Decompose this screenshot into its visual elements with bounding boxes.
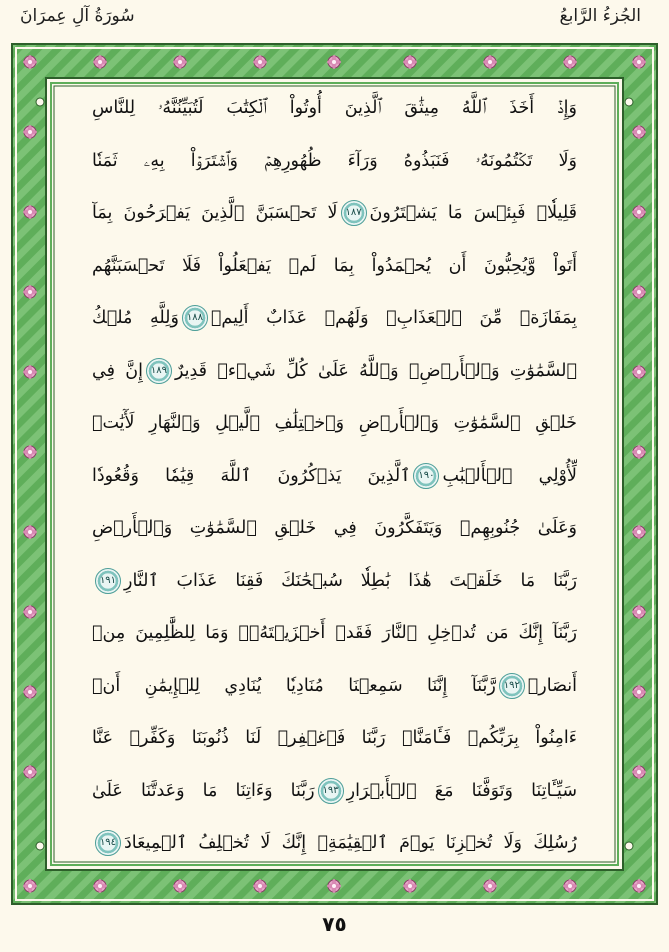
verse-text: رَبَّنَا وَءَاتِنَا مَا وَعَدتَّنَا عَلَىٰ: [92, 780, 315, 801]
verse-text: ءَامِنُواْ بِرَبِّكُمۡ فَـَٔامَنَّاۚ رَبَّنَا فَٱغۡفِرۡ لَنَا ذُنُوبَنَا وَكَفِّرۡ عَنَّا: [92, 728, 577, 748]
juz-title: الجُزءُ الرَّابعُ: [559, 6, 641, 26]
page-header: [0, 0, 669, 38]
verse-text: وَلَا تَكۡتُمُونَهُۥ فَنَبَذُوهُ وَرَآءَ ظُهُورِهِمۡ وَٱشۡتَرَوۡاْ بِهِۦ ثَمَنٗا: [92, 150, 577, 171]
verse-line: [92, 141, 577, 181]
verse-text: رُسُلِكَ وَلَا تُخۡزِنَا يَوۡمَ ٱلۡقِيَٰمَةِۗ إِنَّكَ لَا تُخۡلِفُ ٱلۡمِيعَادَ: [124, 833, 577, 853]
ayah-number-marker: ١٨٩: [146, 358, 172, 384]
verse-line: [92, 613, 577, 653]
verse-text: وَلِلَّهِ مُلۡكُ: [92, 308, 179, 328]
verse-line: [92, 508, 577, 548]
verse-line: [92, 246, 577, 286]
verse-line: [92, 561, 577, 601]
verse-line: [92, 823, 577, 863]
quran-text: [92, 88, 577, 888]
verse-text: رَبَّنَآ إِنَّكَ مَن تُدۡخِلِ ٱلنَّارَ فَقَدۡ أَخۡزَيۡتَهُۥۖ وَمَا لِلظَّٰلِمِينَ مِنۡ: [92, 623, 577, 643]
verse-line: [92, 351, 577, 391]
verse-line: [92, 456, 577, 496]
ayah-number-marker: ١٨٨: [182, 305, 208, 331]
verse-line: [92, 771, 577, 811]
verse-text: رَبَّنَا مَا خَلَقۡتَ هَٰذَا بَٰطِلٗا سُبۡحَٰنَكَ فَقِنَا عَذَابَ ٱلنَّارِ: [124, 570, 577, 591]
verse-line: [92, 193, 577, 233]
verse-text: لِّأُوْلِي ٱلۡأَلۡبَٰبِ: [442, 465, 577, 486]
verse-text: ٱلَّذِينَ يَذۡكُرُونَ ٱللَّهَ قِيَٰمٗا وَقُعُودٗا: [92, 465, 411, 486]
verse-text: وَعَلَىٰ جُنُوبِهِمۡ وَيَتَفَكَّرُونَ فِي خَلۡقِ ٱلسَّمَٰوَٰتِ وَٱلۡأَرۡضِ: [92, 518, 577, 538]
ayah-number-marker: ١٩٤: [95, 830, 121, 856]
verse-text: قَلِيلٗاۖ فَبِئۡسَ مَا يَشۡتَرُونَ: [369, 203, 577, 223]
verse-text: وَإِذۡ أَخَذَ ٱللَّهُ مِيثَٰقَ ٱلَّذِينَ أُوتُواْ ٱلۡكِتَٰبَ لَتُبَيِّنُنَّهُۥ لِلنَّاسِ: [92, 98, 577, 118]
verse-line: [92, 88, 577, 128]
surah-title: سُورَةُ آلِ عِمرَانَ: [20, 6, 135, 26]
ayah-number-marker: ١٨٧: [341, 200, 367, 226]
verse-line: [92, 403, 577, 443]
page-number: ٧٥: [322, 912, 347, 936]
verse-text: بِمَفَازَةٖ مِّنَ ٱلۡعَذَابِۖ وَلَهُمۡ عَذَابٌ أَلِيمٞ: [210, 308, 577, 328]
verse-line: [92, 298, 577, 338]
verse-text: سَيِّـَٔاتِنَا وَتَوَفَّنَا مَعَ ٱلۡأَبۡرَارِ: [346, 780, 577, 801]
ayah-number-marker: ١٩٣: [318, 778, 344, 804]
ayah-number-marker: ١٩٢: [499, 673, 525, 699]
verse-text: أَتَواْ وَّيُحِبُّونَ أَن يُحۡمَدُواْ بِمَا لَمۡ يَفۡعَلُواْ فَلَا تَحۡسَبَنَّهُم: [92, 255, 577, 276]
verse-text: لَا تَحۡسَبَنَّ ٱلَّذِينَ يَفۡرَحُونَ بِمَآ: [92, 203, 338, 223]
verse-line: [92, 718, 577, 758]
verse-line: [92, 666, 577, 706]
ayah-number-marker: ١٩١: [95, 568, 121, 594]
verse-text: أَنصَارٖ: [527, 675, 577, 696]
verse-text: خَلۡقِ ٱلسَّمَٰوَٰتِ وَٱلۡأَرۡضِ وَٱخۡتِلَٰفِ ٱلَّيۡلِ وَٱلنَّهَارِ لَأٓيَٰتٖ: [92, 413, 577, 433]
verse-text: ٱلسَّمَٰوَٰتِ وَٱلۡأَرۡضِۗ وَٱللَّهُ عَلَىٰ كُلِّ شَيۡءٖ قَدِيرٌ: [174, 360, 577, 381]
verse-text: إِنَّ فِي: [92, 360, 143, 381]
ayah-number-marker: ١٩٠: [413, 463, 439, 489]
verse-text: رَّبَّنَآ إِنَّنَا سَمِعۡنَا مُنَادِيٗا يُنَادِي لِلۡإِيمَٰنِ أَنۡ: [92, 675, 496, 696]
